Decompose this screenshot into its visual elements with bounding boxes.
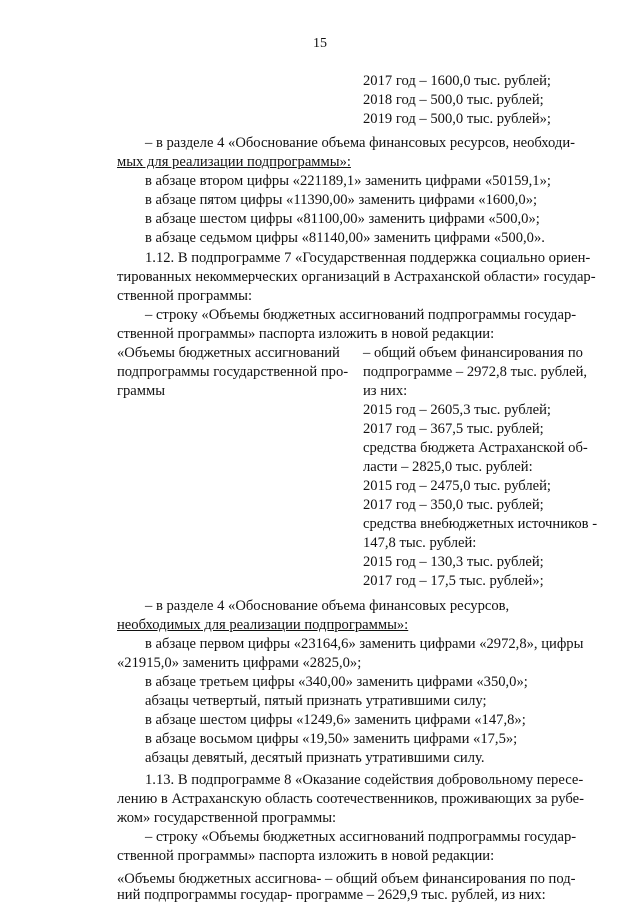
list-item: в абзаце седьмом цифры «81140,00» заменить цифрами «500,0». xyxy=(145,230,545,246)
table-cell: 147,8 тыс. рублей: xyxy=(363,535,477,551)
table-cell: – общий объем финансирования по xyxy=(363,345,583,361)
text-line: «21915,0» заменить цифрами «2825,0»; xyxy=(117,655,362,671)
text-line: – строку «Объемы бюджетных ассигнований подпрограммы государ- xyxy=(145,829,577,845)
table-cell: 2015 год – 130,3 тыс. рублей; xyxy=(363,554,544,570)
list-item: в абзаце шестом цифры «81100,00» заменить цифрами «500,0»; xyxy=(145,211,540,227)
table-cell: 2017 год – 350,0 тыс. рублей; xyxy=(363,497,544,513)
table-row: «Объемы бюджетных ассигнова- – общий объем финансирования по под- xyxy=(117,871,576,887)
table-cell: граммы xyxy=(117,383,166,399)
list-item: в абзаце восьмом цифры «19,50» заменить цифрами «17,5»; xyxy=(145,731,518,747)
text-line: 2017 год – 1600,0 тыс. рублей; xyxy=(363,73,551,89)
text-line: ственной программы: xyxy=(117,288,253,304)
table-cell: средства внебюджетных источников - xyxy=(363,516,598,532)
list-item: в абзаце третьем цифры «340,00» заменить цифрами «350,0»; xyxy=(145,674,528,690)
text-line: – строку «Объемы бюджетных ассигнований подпрограммы государ- xyxy=(145,307,577,323)
text-line: 2018 год – 500,0 тыс. рублей; xyxy=(363,92,544,108)
text-line: в абзаце первом цифры «23164,6» заменить цифрами «2972,8», цифры xyxy=(145,636,584,652)
table-row: ний подпрограммы государ- программе – 2629,9 тыс. рублей, из них: xyxy=(117,887,546,903)
table-cell: подпрограммы государственной про- xyxy=(117,364,349,380)
text-line: тированных некоммерческих организаций в Астраханской области» государ- xyxy=(117,269,596,285)
list-item: в абзаце пятом цифры «11390,00» заменить цифрами «1600,0»; xyxy=(145,192,538,208)
text-line: 1.12. В подпрограмме 7 «Государственная поддержка социально ориен- xyxy=(145,250,591,266)
table-cell: средства бюджета Астраханской об- xyxy=(363,440,588,456)
list-item: абзацы девятый, десятый признать утратившими силу. xyxy=(145,750,485,766)
text-line: жом» государственной программы: xyxy=(117,810,337,826)
text-line: 2019 год – 500,0 тыс. рублей»; xyxy=(363,111,551,127)
table-cell: «Объемы бюджетных ассигнований xyxy=(117,345,340,361)
table-cell: подпрограмме – 2972,8 тыс. рублей, xyxy=(363,364,588,380)
text-line: ственной программы» паспорта изложить в новой редакции: xyxy=(117,326,495,342)
table-cell: из них: xyxy=(363,383,408,399)
text-line: – в разделе 4 «Обоснование объема финансовых ресурсов, xyxy=(145,598,510,614)
text-line: – в разделе 4 «Обоснование объема финансовых ресурсов, необходи- xyxy=(145,135,576,151)
text-line: ственной программы» паспорта изложить в новой редакции: xyxy=(117,848,495,864)
table-cell: 2017 год – 367,5 тыс. рублей; xyxy=(363,421,544,437)
text-line: мых для реализации подпрограммы»: xyxy=(117,154,351,170)
table-cell: 2017 год – 17,5 тыс. рублей»; xyxy=(363,573,544,589)
table-cell: ласти – 2825,0 тыс. рублей: xyxy=(363,459,533,475)
table-cell: 2015 год – 2605,3 тыс. рублей; xyxy=(363,402,551,418)
page-number: 15 xyxy=(313,36,327,51)
list-item: в абзаце шестом цифры «1249,6» заменить цифрами «147,8»; xyxy=(145,712,526,728)
list-item: абзацы четвертый, пятый признать утратившими силу; xyxy=(145,693,487,709)
text-line: 1.13. В подпрограмме 8 «Оказание содействия добровольному пересе- xyxy=(145,772,584,788)
text-line: необходимых для реализации подпрограммы»: xyxy=(117,617,409,633)
list-item: в абзаце втором цифры «221189,1» заменить цифрами «50159,1»; xyxy=(145,173,551,189)
table-cell: 2015 год – 2475,0 тыс. рублей; xyxy=(363,478,551,494)
text-line: лению в Астраханскую область соотечественников, проживающих за рубе- xyxy=(117,791,584,807)
